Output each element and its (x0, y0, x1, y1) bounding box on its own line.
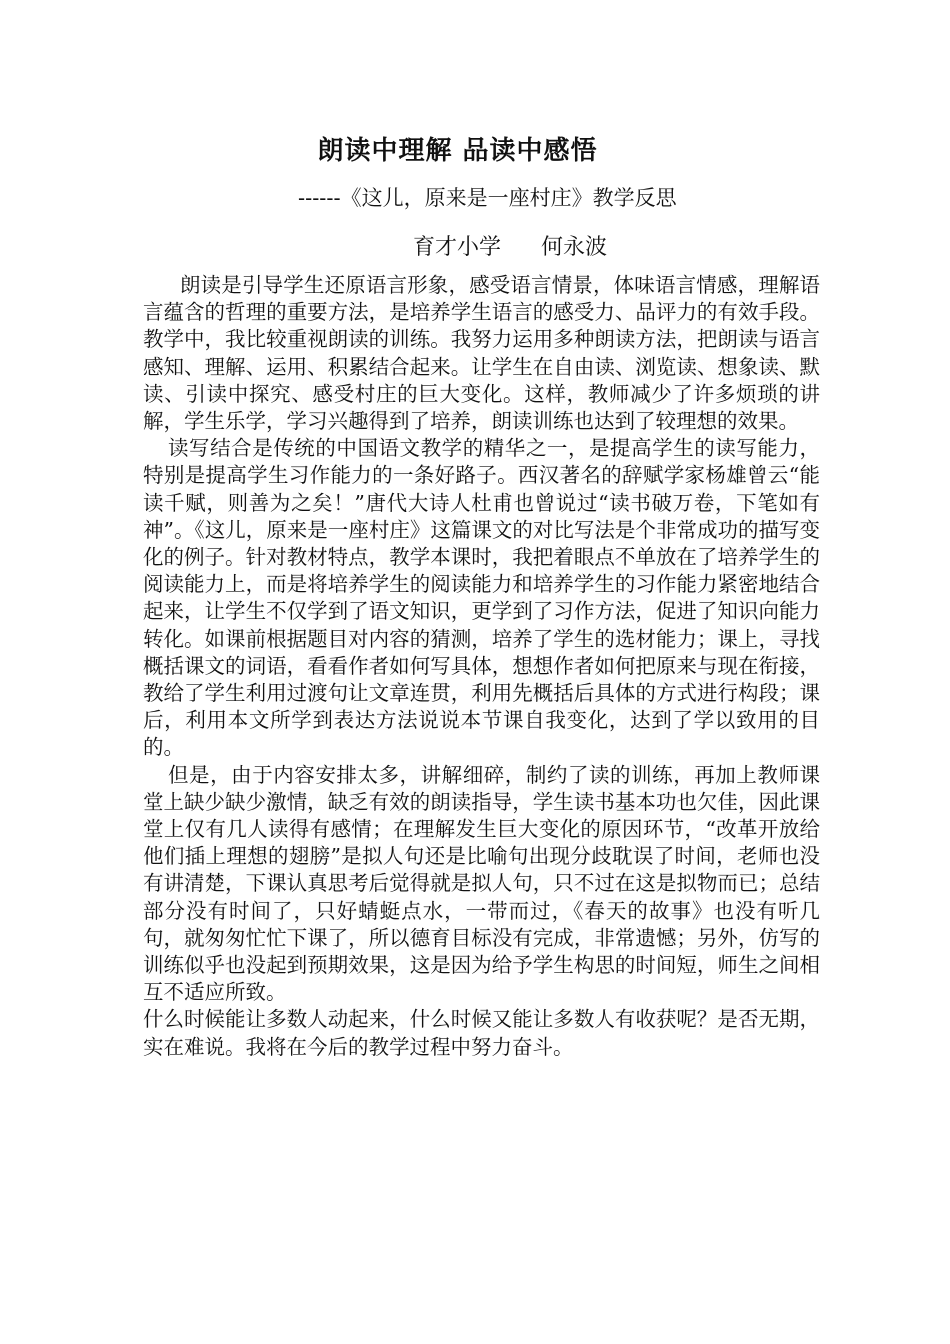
paragraph-4: 什么时候能让多数人动起来，什么时候又能让多数人有收获呢？是否无期，实在难说。我将在今后的教学过程中努力奋斗。 (143, 1007, 820, 1059)
body-text (143, 272, 820, 1061)
author-name: 何永波 (541, 235, 608, 260)
school-name: 育才小学 (413, 235, 502, 260)
document-title: 朗读中理解 品读中感悟 (317, 136, 598, 166)
document-subtitle: ------《这儿，原来是一座村庄》教学反思 (298, 186, 677, 210)
author-line (413, 231, 607, 265)
paragraph-2: 读写结合是传统的中国语文教学的精华之一，是提高学生的读写能力，特别是提高学生习作能力的一条好路子。西汉著名的辞赋学家杨雄曾云“能读千赋，则善为之矣！”唐代大诗人杜甫也曾说过“读书破万卷，下笔如有神”。《这儿，原来是一座村庄》这篇课文的对比写法是个非常成功的描写变化的例子。针对教材特点，教学本课时，我把着眼点不单放在了培养学生的阅读能力上，而是将培养学生的阅读能力和培养学生的习作能力紧密地结合起来，让学生不仅学到了语文知识，更学到了习作方法，促进了知识向能力转化。如课前根据题目对内容的猜测，培养了学生的选材能力；课上，寻找概括课文的词语，看看作者如何写具体，想想作者如何把原来与现在衔接，教给了学生利用过渡句让文章连贯，利用先概括后具体的方式进行构段；课后，利用本文所学到表达方法说说本节课自我变化，达到了学以致用的目的。 (143, 436, 820, 760)
paragraph-1: 朗读是引导学生还原语言形象，感受语言情景，体味语言情感，理解语言蕴含的哲理的重要方法，是培养学生语言的感受力、品评力的有效手段。教学中，我比较重视朗读的训练。我努力运用多种朗读方法，把朗读与语言感知、理解、运用、积累结合起来。让学生在自由读、浏览读、想象读、默读、引读中探究、感受村庄的巨大变化。这样，教师减少了许多烦琐的讲解，学生乐学，学习兴趣得到了培养，朗读训练也达到了较理想的效果。 (143, 273, 820, 434)
paragraph-3: 但是，由于内容安排太多，讲解细碎，制约了读的训练，再加上教师课堂上缺少缺少激情，缺乏有效的朗读指导，学生读书基本功也欠佳，因此课堂上仅有几人读得有感情；在理解发生巨大变化的原因环节，“改革开放给他们插上理想的翅膀”是拟人句还是比喻句出现分歧耽误了时间，老师也没有讲清楚，下课认真思考后觉得就是拟人句，只不过在这是拟物而已；总结部分没有时间了，只好蜻蜓点水，一带而过，《春天的故事》也没有听几句，就匆匆忙忙下课了，所以德育目标没有完成，非常遗憾；另外，仿写的训练似乎也没起到预期效果，这是因为给予学生构思的时间短，师生之间相互不适应所致。 (143, 762, 820, 1005)
